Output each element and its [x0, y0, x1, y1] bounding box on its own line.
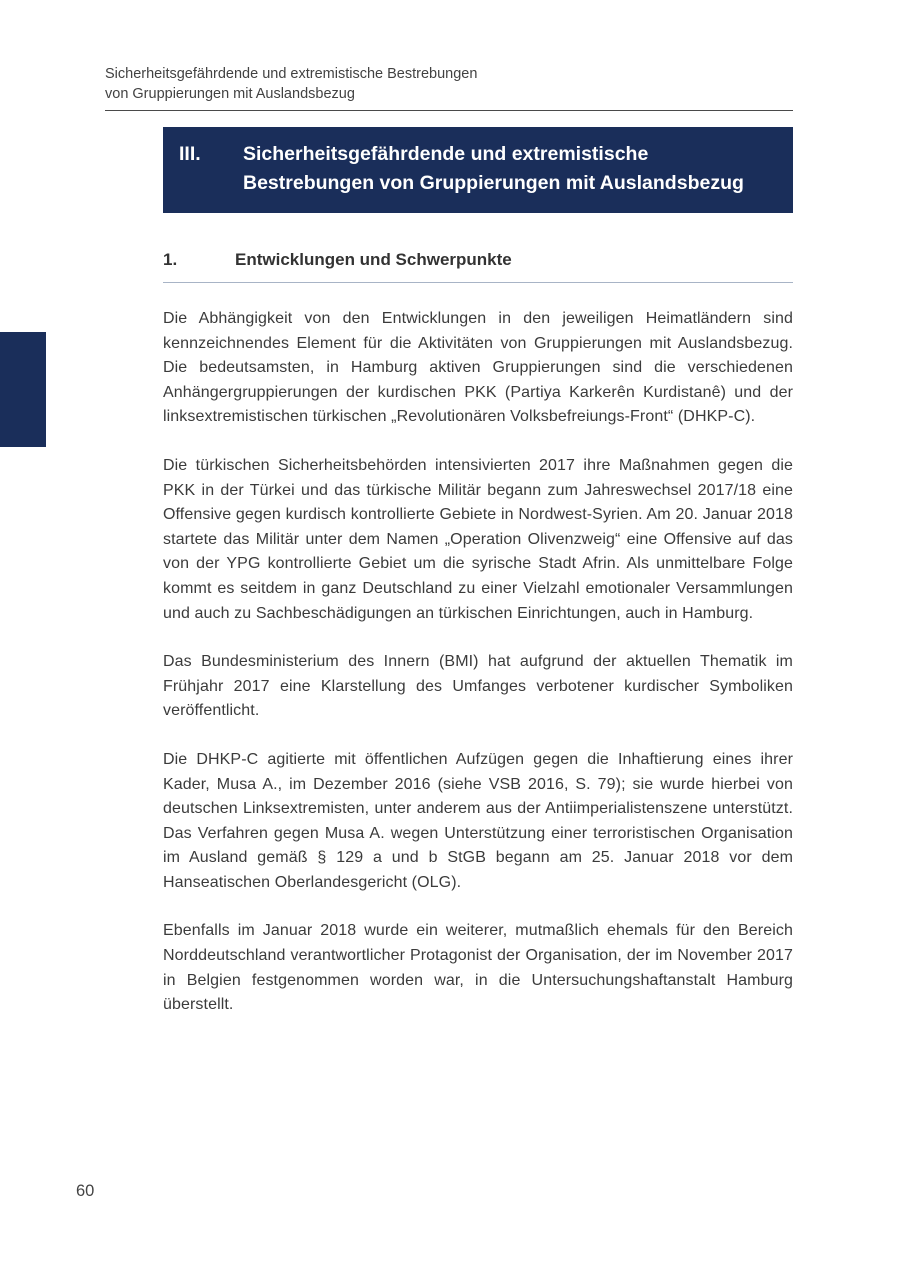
- chapter-title-box: [163, 127, 793, 213]
- body-text: [163, 307, 793, 1018]
- chapter-title: Sicherheitsgefährdende und extremistische Bestrebungen von Gruppierungen mit Auslandsbezug: [243, 143, 744, 194]
- paragraph: Die DHKP-C agitierte mit öffentlichen Aufzügen gegen die Inhaftierung eines ihrer Kader, Musa A., im Dezember 2016 (siehe VSB 2016, S. 79); sie wurde hierbei von deutschen Linksextremisten, unter anderem aus der Antiimperialistenszene unterstützt. Das Verfahren gegen Musa A. wegen Unterstützung einer terroristischen Organisation im Ausland gemäß § 129 a und b StGB begann am 25. Januar 2018 vor dem Hanseatischen Oberlandesgericht (OLG).: [163, 750, 793, 891]
- paragraph: Das Bundesministerium des Innern (BMI) hat aufgrund der aktuellen Thematik im Frühjahr 2017 eine Klarstellung des Umfanges verbotener kurdischer Symboliken veröffentlicht.: [163, 653, 793, 720]
- section-heading: [163, 249, 793, 283]
- header-rule: [105, 110, 793, 111]
- running-head-line1: Sicherheitsgefährdende und extremistische Bestrebungen: [105, 66, 478, 82]
- running-head: [105, 0, 793, 104]
- chapter-number: III.: [179, 143, 201, 165]
- section-title: Entwicklungen und Schwerpunkte: [235, 250, 512, 269]
- paragraph: Ebenfalls im Januar 2018 wurde ein weiterer, mutmaßlich ehemals für den Bereich Norddeutschland verantwortlicher Protagonist der Organisation, der im November 2017 in Belgien festgenommen worden war, in die Untersuchungshaftanstalt Hamburg überstellt.: [163, 922, 793, 1014]
- page-number: 60: [76, 1182, 95, 1200]
- paragraph: Die türkischen Sicherheitsbehörden intensivierten 2017 ihre Maßnahmen gegen die PKK in der Türkei und das türkische Militär begann zum Jahreswechsel 2017/18 eine Offensive gegen kurdisch kontrollierte Gebiete in Nordwest-Syrien. Am 20. Januar 2018 startete das Militär unter dem Namen „Operation Olivenzweig“ eine Offensive auf das von der YPG kontrollierte Gebiet um die syrische Stadt Afrin. Als unmittelbare Folge kommt es seitdem in ganz Deutschland zu einer Vielzahl emotionaler Versammlungen und auch zu Sachbeschädigungen an türkischen Einrichtungen, auch in Hamburg.: [163, 456, 793, 622]
- section-number: 1.: [163, 250, 178, 269]
- running-head-line2: von Gruppierungen mit Auslandsbezug: [105, 86, 355, 102]
- paragraph: Die Abhängigkeit von den Entwicklungen in den jeweiligen Heimatländern sind kennzeichnendes Element für die Aktivitäten von Gruppierungen mit Auslandsbezug. Die bedeutsamsten, in Hamburg aktiven Gruppierungen sind die verschiedenen Anhängergruppierungen der kurdischen PKK (Partiya Karkerên Kurdistanê) und der linksextremistischen türkischen „Revolutionären Volksbefreiungs-Front“ (DHKP-C).: [163, 310, 793, 426]
- thumb-index-tab: [0, 332, 46, 447]
